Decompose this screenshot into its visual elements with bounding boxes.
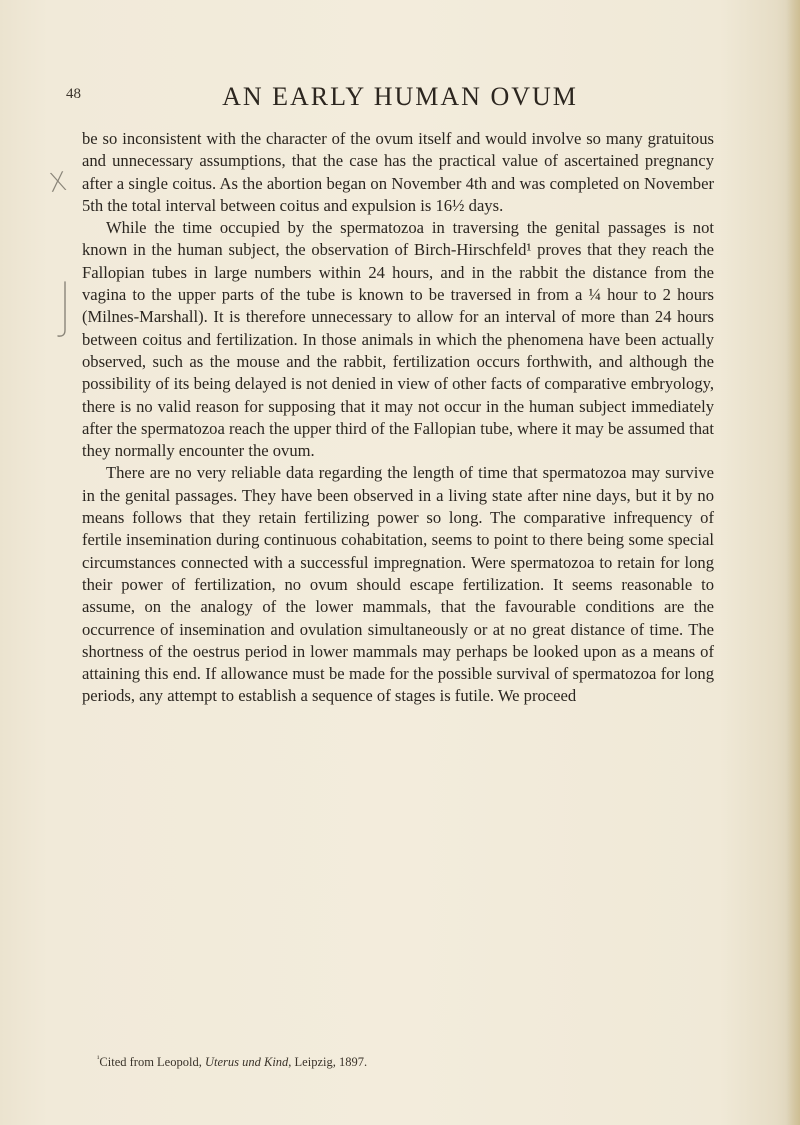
footnote <box>97 1054 717 1070</box>
pencil-bracket-icon <box>56 280 66 340</box>
footnote-italic-title: Uterus und Kind <box>204 1055 289 1070</box>
page-edge-shadow <box>786 0 800 1125</box>
footnote-text-before: Cited from Leopold, <box>99 1055 205 1070</box>
paragraph-3: There are no very reliable data regarding the length of time that spermatozoa may survive in the genital passages. They have been observed in a living state after nine days, but it by no means follows that they retain fertilizing power so long. The comparative infrequency of fertile insemination during continuous cohabitation, seems to point to there being some special circumstances connected with a successful impregnation. Were spermatozoa to retain for long their power of fertilization, no ovum should escape fertilization. It seems reasonable to assume, on the analogy of the lower mammals, that the favourable conditions are the occurrence of insemination and ovulation simultaneously or at no great distance of time. The shortness of the oestrus period in lower mammals may perhaps be looked upon as a means of attaining this end. If allowance must be made for the possible survival of spermatozoa for long periods, any attempt to establish a sequence of stages is futile. We proceed <box>82 463 714 706</box>
page-header <box>0 82 800 122</box>
running-title: AN EARLY HUMAN OVUM <box>222 82 578 111</box>
page-number: 48 <box>66 86 81 102</box>
footnote-marker: ¹ <box>97 1054 100 1063</box>
footnote-text-after: , Leipzig, 1897. <box>288 1055 368 1070</box>
paragraph-1: be so inconsistent with the character of the ovum itself and would involve so many gratuitous and unnecessary assumptions, that the case has the practical value of ascertained pregnancy after a single coitus. As the abortion began on November 4th and was completed on November 5th the total interval between coitus and expulsion is 16½ days. <box>82 129 714 215</box>
pencil-cross-mark-icon: X <box>46 166 69 200</box>
paragraph-2: While the time occupied by the spermatozoa in traversing the genital passages is not known in the human subject, the observation of Birch-Hirschfeld¹ proves that they reach the Fallopian tubes in large numbers within 24 hours, and in the rabbit the distance from the vagina to the upper parts of the tube is known to be traversed in from a ¼ hour to 2 hours (Milnes-Marshall). It is therefore unnecessary to allow for an interval of more than 24 hours between coitus and fertilization. In those animals in which the phenomena have been actually observed, such as the mouse and the rabbit, fertilization occurs forthwith, and although the possibility of its being delayed is not denied in view of other facts of comparative embryology, there is no valid reason for supposing that it may not occur in the human subject immediately after the spermatozoa reach the upper third of the Fallopian tube, where it may be assumed that they normally encounter the ovum. <box>82 218 714 461</box>
body-text <box>82 128 714 708</box>
